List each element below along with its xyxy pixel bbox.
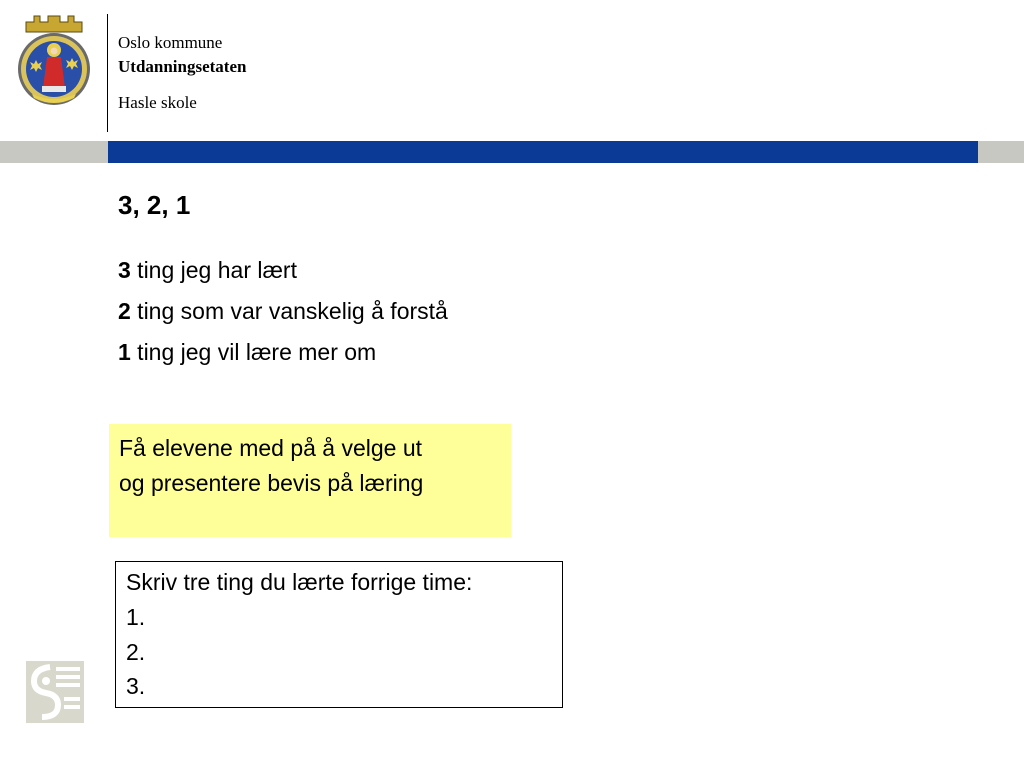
note-text	[119, 431, 509, 501]
note-line: og presentere bevis på læring	[119, 470, 424, 496]
exercise-line: 2.	[126, 639, 146, 665]
item-number: 2	[118, 298, 131, 324]
exercise-box	[115, 561, 563, 708]
item-number: 1	[118, 339, 131, 365]
organization-block	[118, 31, 246, 115]
oslo-kommune-logo-icon	[26, 661, 84, 723]
header-band-blue	[108, 141, 978, 163]
exercise-line: 1.	[126, 604, 146, 630]
slide-title: 3, 2, 1	[118, 190, 191, 220]
exercise-prompt: Skriv tre ting du lærte forrige time:	[126, 569, 473, 595]
department-name: Utdanningsetaten	[118, 57, 247, 76]
school-name: Hasle skole	[118, 93, 197, 112]
exercise-line: 3.	[126, 673, 146, 699]
slide-header	[0, 0, 1024, 140]
item-list	[118, 254, 448, 377]
list-item	[118, 336, 448, 377]
item-text: ting som var vanskelig å forstå	[130, 298, 448, 324]
oslo-city-seal-icon	[16, 14, 92, 114]
item-number: 3	[118, 257, 131, 283]
org-name: Oslo kommune	[118, 33, 223, 52]
list-item	[118, 295, 448, 336]
item-text: ting jeg har lært	[130, 257, 297, 283]
item-text: ting jeg vil lære mer om	[130, 339, 377, 365]
header-divider	[107, 14, 108, 132]
list-item	[118, 254, 448, 295]
note-box	[109, 424, 511, 537]
note-line: Få elevene med på å velge ut	[119, 435, 423, 461]
